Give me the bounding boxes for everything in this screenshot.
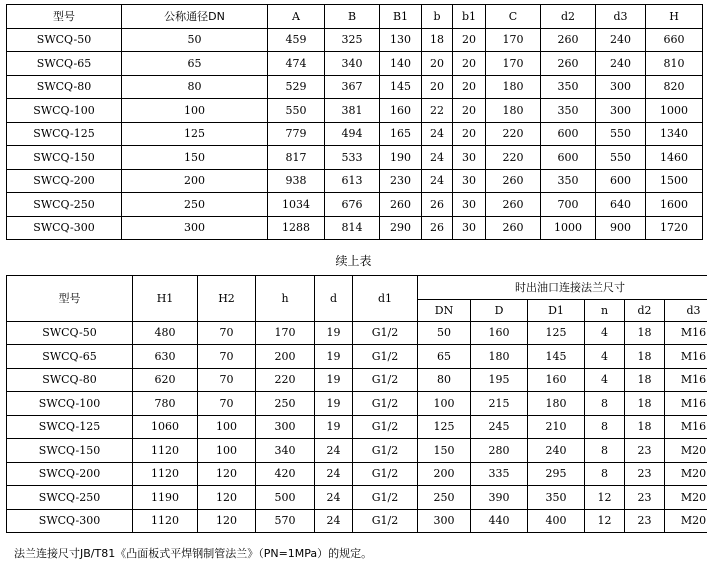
table-cell: 20 [422,75,453,99]
table-cell: 18 [422,28,453,52]
column-header: h [256,276,315,322]
table-cell: 900 [596,216,646,240]
table-cell: 170 [256,321,315,345]
table-cell: 1060 [133,415,198,439]
table-cell: 26 [422,216,453,240]
table-cell: 50 [418,321,471,345]
table-cell: 150 [122,146,268,170]
table-cell: 1340 [646,122,703,146]
table-cell: 480 [133,321,198,345]
table-cell: 340 [325,52,380,76]
table-cell: 8 [585,392,625,416]
table-cell: 165 [380,122,422,146]
table-cell: 620 [133,368,198,392]
table-cell: 180 [486,99,541,123]
table-cell: 160 [528,368,585,392]
table-cell: 30 [453,169,486,193]
table-cell: 350 [541,169,596,193]
table-cell: 125 [418,415,471,439]
table-cell: 300 [256,415,315,439]
table-cell: 19 [315,368,353,392]
table-cell: 19 [315,321,353,345]
table-row [7,193,703,217]
column-header: d2 [541,5,596,29]
table-row [7,415,707,439]
table-row [7,75,703,99]
table-cell: 18 [625,345,665,369]
table-row [7,99,703,123]
table-cell: 1000 [541,216,596,240]
table-row [7,122,703,146]
column-header: H2 [198,276,256,322]
table-cell: 19 [315,345,353,369]
table-cell: SWCQ-250 [7,486,133,510]
table-cell: SWCQ-300 [7,509,133,533]
table-cell: 533 [325,146,380,170]
table-cell: SWCQ-80 [7,75,122,99]
column-header: H [646,5,703,29]
table-cell: 125 [122,122,268,146]
table-cell: G1/2 [353,462,418,486]
table-cell: 65 [122,52,268,76]
table-cell: 20 [453,52,486,76]
table-cell: 130 [380,28,422,52]
table-cell: 20 [453,122,486,146]
table-cell: 350 [528,486,585,510]
table-cell: 23 [625,462,665,486]
table-cell: 1600 [646,193,703,217]
table-cell: 570 [256,509,315,533]
table-row [7,368,707,392]
table-cell: G1/2 [353,321,418,345]
table-cell: SWCQ-125 [7,122,122,146]
table-cell: 700 [541,193,596,217]
table-cell: 420 [256,462,315,486]
table-cell: 1500 [646,169,703,193]
table-cell: 23 [625,486,665,510]
table-cell: SWCQ-150 [7,146,122,170]
table-cell: G1/2 [353,415,418,439]
table-cell: 140 [380,52,422,76]
table-cell: 400 [528,509,585,533]
table-cell: 20 [453,28,486,52]
table-cell: 190 [380,146,422,170]
table-row [7,486,707,510]
column-header: 型号 [7,5,122,29]
table-cell: 23 [625,509,665,533]
table-cell: 24 [315,509,353,533]
table-cell: 24 [315,486,353,510]
table-cell: 1190 [133,486,198,510]
table-cell: 220 [486,146,541,170]
column-header: d [315,276,353,322]
table-cell: 18 [625,368,665,392]
table-cell: 260 [380,193,422,217]
table-cell: 70 [198,345,256,369]
table-cell: 1000 [646,99,703,123]
table-cell: G1/2 [353,368,418,392]
table-cell: 18 [625,415,665,439]
table-cell: 817 [268,146,325,170]
table-cell: 120 [198,509,256,533]
table-cell: 18 [625,392,665,416]
table-cell: 200 [418,462,471,486]
table-cell: 1120 [133,509,198,533]
table-row [7,28,703,52]
table-cell: 170 [486,28,541,52]
table-cell: 494 [325,122,380,146]
table-cell: 8 [585,439,625,463]
column-header: d3 [596,5,646,29]
column-header: B [325,5,380,29]
table-cell: 814 [325,216,380,240]
table-cell: G1/2 [353,345,418,369]
table-cell: 820 [646,75,703,99]
column-header: B1 [380,5,422,29]
table-cell: SWCQ-100 [7,99,122,123]
table-cell: SWCQ-50 [7,28,122,52]
column-header: DN [418,299,471,321]
table-cell: 20 [422,52,453,76]
table-cell: 676 [325,193,380,217]
table-cell: M16 [665,392,707,416]
table-cell: 474 [268,52,325,76]
column-header: 型号 [7,276,133,322]
table-cell: 125 [528,321,585,345]
table-cell: 1034 [268,193,325,217]
column-header: n [585,299,625,321]
table-cell: 20 [453,99,486,123]
table-cell: 290 [380,216,422,240]
table-cell: 120 [198,486,256,510]
table-cell: SWCQ-300 [7,216,122,240]
table-cell: SWCQ-250 [7,193,122,217]
table-cell: 22 [422,99,453,123]
table-cell: 145 [380,75,422,99]
table-cell: 300 [596,75,646,99]
table-cell: 160 [380,99,422,123]
table-cell: M20 [665,509,707,533]
table-cell: 459 [268,28,325,52]
table-row [7,321,707,345]
table-cell: 215 [471,392,528,416]
continued-dimensions-table [6,275,707,533]
table-cell: 145 [528,345,585,369]
table-cell: 350 [541,75,596,99]
table-cell: 195 [471,368,528,392]
flange-standard-note: 法兰连接尺寸JB/T81《凸面板式平焊钢制管法兰》（PN=1MPa）的规定。 [14,547,373,560]
table-cell: 160 [471,321,528,345]
dimensions-table [6,4,703,240]
table-cell: SWCQ-150 [7,439,133,463]
table-cell: 4 [585,368,625,392]
table-cell: M20 [665,462,707,486]
table-cell: 250 [256,392,315,416]
table-cell: 100 [418,392,471,416]
table-cell: 12 [585,486,625,510]
table-row [7,345,707,369]
table-row [7,169,703,193]
table-cell: 150 [418,439,471,463]
table-cell: SWCQ-50 [7,321,133,345]
table-cell: 1288 [268,216,325,240]
column-header: d2 [625,299,665,321]
table-cell: 367 [325,75,380,99]
table-row [7,462,707,486]
table-cell: 335 [471,462,528,486]
table-cell: 12 [585,509,625,533]
table-cell: 70 [198,392,256,416]
table-cell: 260 [541,52,596,76]
table-cell: 50 [122,28,268,52]
table-cell: 23 [625,439,665,463]
table-cell: 19 [315,392,353,416]
table-cell: M20 [665,486,707,510]
table-cell: 440 [471,509,528,533]
column-header: b [422,5,453,29]
table-cell: M16 [665,345,707,369]
table-row [7,509,707,533]
table-cell: 65 [418,345,471,369]
table-cell: 26 [422,193,453,217]
column-header: D1 [528,299,585,321]
table-cell: 70 [198,368,256,392]
table-cell: M16 [665,321,707,345]
table-cell: SWCQ-65 [7,345,133,369]
table-cell: SWCQ-100 [7,392,133,416]
table-cell: 200 [256,345,315,369]
column-header: d3 [665,299,707,321]
table-cell: 1120 [133,462,198,486]
table-cell: 779 [268,122,325,146]
table-cell: 100 [122,99,268,123]
table-cell: 245 [471,415,528,439]
table-cell: 8 [585,462,625,486]
table-cell: M20 [665,439,707,463]
table-cell: 100 [198,439,256,463]
column-header: 公称通径DN [122,5,268,29]
table-cell: 220 [256,368,315,392]
table-cell: 70 [198,321,256,345]
table-cell: 550 [268,99,325,123]
table-cell: 240 [596,52,646,76]
table-cell: 300 [418,509,471,533]
table-cell: SWCQ-200 [7,462,133,486]
table-cell: 24 [422,122,453,146]
table-cell: 250 [418,486,471,510]
table-cell: 300 [122,216,268,240]
column-group-header: 时出油口连接法兰尺寸 [418,276,707,300]
table-cell: 340 [256,439,315,463]
table-row [7,392,707,416]
table-cell: G1/2 [353,486,418,510]
table-cell: 180 [471,345,528,369]
table-cell: 240 [528,439,585,463]
table-cell: M16 [665,415,707,439]
table-cell: 600 [541,122,596,146]
table-cell: 350 [541,99,596,123]
table-cell: 80 [418,368,471,392]
table-cell: G1/2 [353,439,418,463]
table-cell: 500 [256,486,315,510]
table-cell: 938 [268,169,325,193]
table-cell: 8 [585,415,625,439]
column-header: C [486,5,541,29]
table-cell: G1/2 [353,509,418,533]
table-cell: 230 [380,169,422,193]
table-cell: 210 [528,415,585,439]
table-cell: 120 [198,462,256,486]
table-cell: 220 [486,122,541,146]
table-cell: 20 [453,75,486,99]
table-cell: 170 [486,52,541,76]
table-cell: 260 [541,28,596,52]
table-cell: 180 [486,75,541,99]
continuation-title: 续上表 [335,254,372,268]
table-cell: 1720 [646,216,703,240]
table-cell: 1460 [646,146,703,170]
table-cell: 325 [325,28,380,52]
table-cell: 390 [471,486,528,510]
table-cell: 529 [268,75,325,99]
table-cell: 24 [315,439,353,463]
table-cell: SWCQ-80 [7,368,133,392]
table-row [7,216,703,240]
table-cell: 260 [486,169,541,193]
table-cell: 30 [453,216,486,240]
table-header-row [7,276,707,300]
table-cell: 24 [422,169,453,193]
table-cell: 640 [596,193,646,217]
table-header-row [7,5,703,29]
table-cell: 1120 [133,439,198,463]
table-cell: 295 [528,462,585,486]
column-header: A [268,5,325,29]
table-cell: 381 [325,99,380,123]
table-row [7,439,707,463]
table-cell: SWCQ-125 [7,415,133,439]
table-cell: 550 [596,122,646,146]
table-cell: SWCQ-200 [7,169,122,193]
table-cell: 630 [133,345,198,369]
table-cell: 30 [453,193,486,217]
table-cell: 4 [585,345,625,369]
table-cell: G1/2 [353,392,418,416]
table-cell: 4 [585,321,625,345]
column-header: d1 [353,276,418,322]
table-cell: 550 [596,146,646,170]
table-cell: 100 [198,415,256,439]
table-cell: SWCQ-65 [7,52,122,76]
column-header: b1 [453,5,486,29]
table-cell: M16 [665,368,707,392]
column-header: D [471,299,528,321]
table-row [7,52,703,76]
table-cell: 24 [422,146,453,170]
table-cell: 260 [486,193,541,217]
table-cell: 80 [122,75,268,99]
column-header: H1 [133,276,198,322]
table-cell: 780 [133,392,198,416]
table-cell: 260 [486,216,541,240]
table-cell: 280 [471,439,528,463]
table-cell: 600 [541,146,596,170]
table-cell: 200 [122,169,268,193]
table-cell: 18 [625,321,665,345]
table-cell: 19 [315,415,353,439]
table-cell: 250 [122,193,268,217]
table-cell: 240 [596,28,646,52]
table-cell: 30 [453,146,486,170]
table-cell: 24 [315,462,353,486]
table-cell: 810 [646,52,703,76]
table-cell: 180 [528,392,585,416]
table-cell: 600 [596,169,646,193]
table-cell: 300 [596,99,646,123]
table-row [7,146,703,170]
table-cell: 660 [646,28,703,52]
table-cell: 613 [325,169,380,193]
